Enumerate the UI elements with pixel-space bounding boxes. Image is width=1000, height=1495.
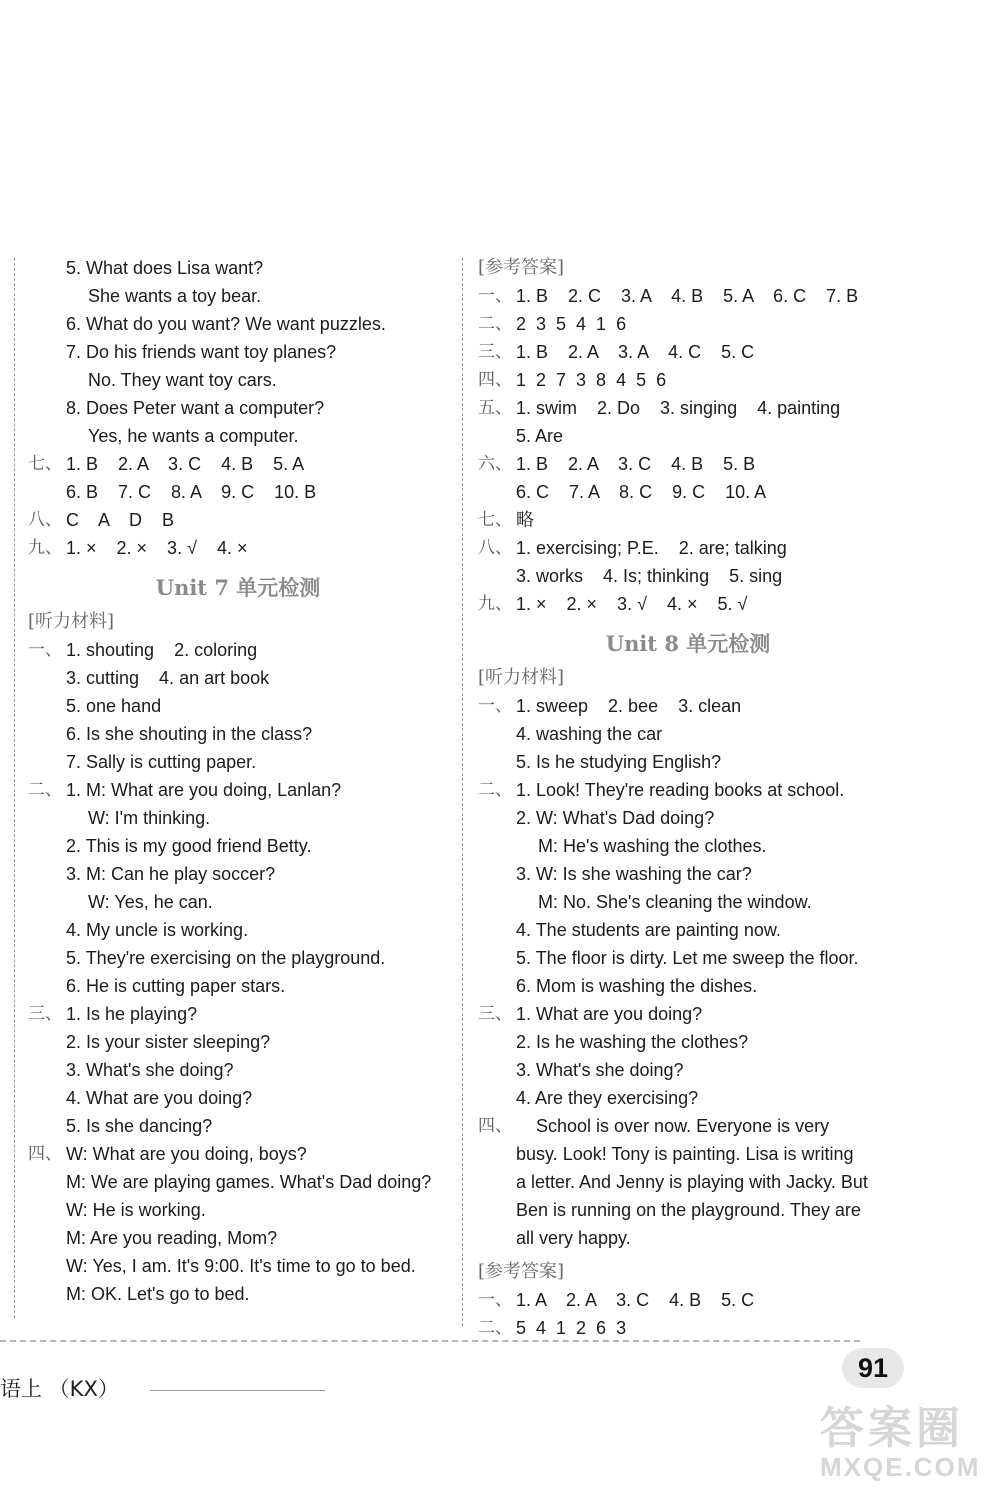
left-column xyxy=(28,254,448,1308)
line-text: 3. What's she doing? xyxy=(516,1060,684,1080)
line-text: 1. B 2. A 3. C 4. B 5. A xyxy=(66,454,305,474)
text-line xyxy=(478,562,898,590)
watermark-url: MXQE.COM xyxy=(820,1452,981,1482)
line-text: 1. Look! They're reading books at school. xyxy=(516,780,845,800)
line-text: 1. M: What are you doing, Lanlan? xyxy=(66,780,342,800)
section-marker: 一、 xyxy=(478,286,512,306)
text-line xyxy=(478,506,898,534)
text-line xyxy=(478,478,898,506)
line-text: 5. They're exercising on the playground. xyxy=(66,948,386,968)
text-line xyxy=(28,832,448,860)
line-text: 5. Is he studying English? xyxy=(516,752,722,772)
text-line xyxy=(28,1168,448,1196)
text-line xyxy=(478,1224,898,1252)
text-line xyxy=(28,720,448,748)
text-line xyxy=(478,282,898,310)
text-line xyxy=(28,1252,448,1280)
book-label: 语上 （KX） xyxy=(0,1377,119,1401)
text-line xyxy=(478,310,898,338)
text-line xyxy=(28,1196,448,1224)
listening-material-label: [听力材料] xyxy=(478,667,565,688)
line-text: 8. Does Peter want a computer? xyxy=(66,398,325,418)
text-line xyxy=(28,450,448,478)
section-marker: 四、 xyxy=(478,370,512,390)
line-text: 1. sweep 2. bee 3. clean xyxy=(516,696,742,716)
text-line xyxy=(28,1224,448,1252)
answer-key-label: [参考答案] xyxy=(478,257,565,278)
left-block-a xyxy=(28,254,448,562)
line-text: 3. cutting 4. an art book xyxy=(66,668,270,688)
line-text: C A D B xyxy=(66,510,175,530)
text-line xyxy=(478,338,898,366)
line-text: 2. Is he washing the clothes? xyxy=(516,1032,749,1052)
line-text: W: What are you doing, boys? xyxy=(66,1144,307,1164)
text-line xyxy=(28,636,448,664)
text-line xyxy=(28,1280,448,1308)
line-text: 4. My uncle is working. xyxy=(66,920,249,940)
text-line xyxy=(478,366,898,394)
section-marker: 二、 xyxy=(478,1318,512,1338)
line-text: Ben is running on the playground. They are xyxy=(516,1200,861,1220)
section-marker: 八、 xyxy=(28,510,62,530)
text-line xyxy=(478,1056,898,1084)
text-line xyxy=(478,450,898,478)
line-text: 7. Do his friends want toy planes? xyxy=(66,342,337,362)
line-text: 5. Is she dancing? xyxy=(66,1116,213,1136)
left-margin-rule xyxy=(14,258,15,1318)
left-block-b xyxy=(28,636,448,1308)
line-text: 3. M: Can he play soccer? xyxy=(66,864,276,884)
text-line xyxy=(28,1112,448,1140)
line-text: M: He's washing the clothes. xyxy=(538,836,767,856)
line-text: Yes, he wants a computer. xyxy=(88,426,299,446)
text-line xyxy=(478,804,898,832)
text-line xyxy=(478,590,898,618)
line-text: 4. washing the car xyxy=(516,724,663,744)
line-text: 4. The students are painting now. xyxy=(516,920,781,940)
section-marker: 五、 xyxy=(478,398,512,418)
text-line xyxy=(28,692,448,720)
line-text: 5. one hand xyxy=(66,696,162,716)
text-line xyxy=(478,860,898,888)
line-text: W: Yes, he can. xyxy=(88,892,213,912)
text-line xyxy=(478,1196,898,1224)
text-line xyxy=(478,748,898,776)
text-line xyxy=(28,664,448,692)
text-line xyxy=(478,916,898,944)
page-number: 91 xyxy=(842,1348,904,1388)
text-line xyxy=(28,916,448,944)
line-text: 3. What's she doing? xyxy=(66,1060,234,1080)
line-text: 3. W: Is she washing the car? xyxy=(516,864,752,884)
section-marker: 七、 xyxy=(478,510,512,530)
unit-8-title: Unit 8 单元检测 xyxy=(605,631,771,656)
text-line xyxy=(28,478,448,506)
text-line xyxy=(478,944,898,972)
line-text: 1. shouting 2. coloring xyxy=(66,640,258,660)
line-text: W: He is working. xyxy=(66,1200,206,1220)
text-line xyxy=(28,972,448,1000)
line-text: busy. Look! Tony is painting. Lisa is writing xyxy=(516,1144,854,1164)
text-line xyxy=(28,888,448,916)
section-marker: 一、 xyxy=(478,1290,512,1310)
section-marker: 四、 xyxy=(478,1116,512,1136)
section-marker: 三、 xyxy=(478,1004,512,1024)
text-line xyxy=(28,534,448,562)
section-marker: 七、 xyxy=(28,454,62,474)
section-marker: 四、 xyxy=(28,1144,62,1164)
text-line xyxy=(478,1084,898,1112)
line-text: 2. W: What's Dad doing? xyxy=(516,808,715,828)
watermark-logo: 答案圈 xyxy=(820,1404,964,1453)
line-text: 1. B 2. A 3. C 4. B 5. B xyxy=(516,454,756,474)
line-text: M: Are you reading, Mom? xyxy=(66,1228,278,1248)
line-text: 2 3 5 4 1 6 xyxy=(516,314,627,334)
text-line xyxy=(478,422,898,450)
line-text: 6. Mom is washing the dishes. xyxy=(516,976,758,996)
text-line xyxy=(478,1286,898,1314)
right-block-a xyxy=(478,282,898,618)
line-text: all very happy. xyxy=(516,1228,631,1248)
line-text: M: We are playing games. What's Dad doing? xyxy=(66,1172,432,1192)
line-text: She wants a toy bear. xyxy=(88,286,262,306)
right-column xyxy=(478,254,898,1342)
text-line xyxy=(28,338,448,366)
line-text: 6. Is she shouting in the class? xyxy=(66,724,313,744)
text-line xyxy=(28,422,448,450)
line-text: M: OK. Let's go to bed. xyxy=(66,1284,250,1304)
text-line xyxy=(28,394,448,422)
line-text: 1. B 2. A 3. A 4. C 5. C xyxy=(516,342,755,362)
line-text: 5. The floor is dirty. Let me sweep the floor. xyxy=(516,948,859,968)
section-marker: 二、 xyxy=(478,314,512,334)
text-line xyxy=(28,1000,448,1028)
unit-7-title: Unit 7 单元检测 xyxy=(155,575,321,600)
line-text: W: I'm thinking. xyxy=(88,808,211,828)
section-marker: 九、 xyxy=(28,538,62,558)
line-text: 7. Sally is cutting paper. xyxy=(66,752,257,772)
section-marker: 二、 xyxy=(28,780,62,800)
section-marker: 一、 xyxy=(478,696,512,716)
line-text: W: Yes, I am. It's 9:00. It's time to go to bed. xyxy=(66,1256,416,1276)
text-line xyxy=(478,1168,898,1196)
text-line xyxy=(28,776,448,804)
text-line xyxy=(478,832,898,860)
line-text: 1. B 2. C 3. A 4. B 5. A 6. C 7. B xyxy=(516,286,859,306)
text-line xyxy=(478,1140,898,1168)
text-line xyxy=(478,972,898,1000)
column-divider xyxy=(462,258,463,1326)
text-line xyxy=(28,310,448,338)
footer-divider xyxy=(0,1340,860,1342)
line-text: 略 xyxy=(516,510,534,530)
text-line xyxy=(28,506,448,534)
text-line xyxy=(28,1028,448,1056)
section-marker: 一、 xyxy=(28,640,62,660)
text-line xyxy=(28,1140,448,1168)
text-line xyxy=(478,394,898,422)
text-line xyxy=(28,804,448,832)
line-text: 1. swim 2. Do 3. singing 4. painting xyxy=(516,398,841,418)
line-text: 6. C 7. A 8. C 9. C 10. A xyxy=(516,482,767,502)
text-line xyxy=(28,254,448,282)
right-block-b xyxy=(478,692,898,1252)
line-text: a letter. And Jenny is playing with Jacky. But xyxy=(516,1172,868,1192)
text-line xyxy=(28,1084,448,1112)
text-line xyxy=(28,944,448,972)
text-line xyxy=(478,534,898,562)
text-line xyxy=(478,1028,898,1056)
listening-material-label: [听力材料] xyxy=(28,611,115,632)
line-text: 1. A 2. A 3. C 4. B 5. C xyxy=(516,1290,755,1310)
text-line xyxy=(478,1314,898,1342)
text-line xyxy=(478,888,898,916)
line-text: 1. × 2. × 3. √ 4. × xyxy=(66,538,248,558)
line-text: 2. Is your sister sleeping? xyxy=(66,1032,271,1052)
text-line xyxy=(478,692,898,720)
section-marker: 三、 xyxy=(478,342,512,362)
line-text: School is over now. Everyone is very xyxy=(516,1116,830,1136)
right-block-c xyxy=(478,1286,898,1342)
line-text: 5 4 1 2 6 3 xyxy=(516,1318,627,1338)
line-text: 6. He is cutting paper stars. xyxy=(66,976,286,996)
section-marker: 三、 xyxy=(28,1004,62,1024)
line-text: 3. works 4. Is; thinking 5. sing xyxy=(516,566,783,586)
line-text: 5. What does Lisa want? xyxy=(66,258,264,278)
section-marker: 九、 xyxy=(478,594,512,614)
line-text: 4. Are they exercising? xyxy=(516,1088,699,1108)
line-text: 5. Are xyxy=(516,426,564,446)
section-marker: 二、 xyxy=(478,780,512,800)
line-text: 1 2 7 3 8 4 5 6 xyxy=(516,370,667,390)
line-text: 1. exercising; P.E. 2. are; talking xyxy=(516,538,787,558)
text-line xyxy=(28,1056,448,1084)
line-text: 6. B 7. C 8. A 9. C 10. B xyxy=(66,482,317,502)
text-line xyxy=(28,860,448,888)
line-text: 6. What do you want? We want puzzles. xyxy=(66,314,386,334)
section-marker: 八、 xyxy=(478,538,512,558)
line-text: 4. What are you doing? xyxy=(66,1088,253,1108)
line-text: 1. What are you doing? xyxy=(516,1004,703,1024)
text-line xyxy=(28,366,448,394)
line-text: No. They want toy cars. xyxy=(88,370,277,390)
line-text: 1. × 2. × 3. √ 4. × 5. √ xyxy=(516,594,748,614)
text-line xyxy=(478,1112,898,1140)
line-text: M: No. She's cleaning the window. xyxy=(538,892,812,912)
text-line xyxy=(28,748,448,776)
section-marker: 六、 xyxy=(478,454,512,474)
footer-underline xyxy=(150,1390,325,1391)
line-text: 1. Is he playing? xyxy=(66,1004,198,1024)
text-line xyxy=(478,776,898,804)
answer-key-label-2: [参考答案] xyxy=(478,1261,565,1282)
text-line xyxy=(28,282,448,310)
line-text: 2. This is my good friend Betty. xyxy=(66,836,312,856)
text-line xyxy=(478,1000,898,1028)
text-line xyxy=(478,720,898,748)
